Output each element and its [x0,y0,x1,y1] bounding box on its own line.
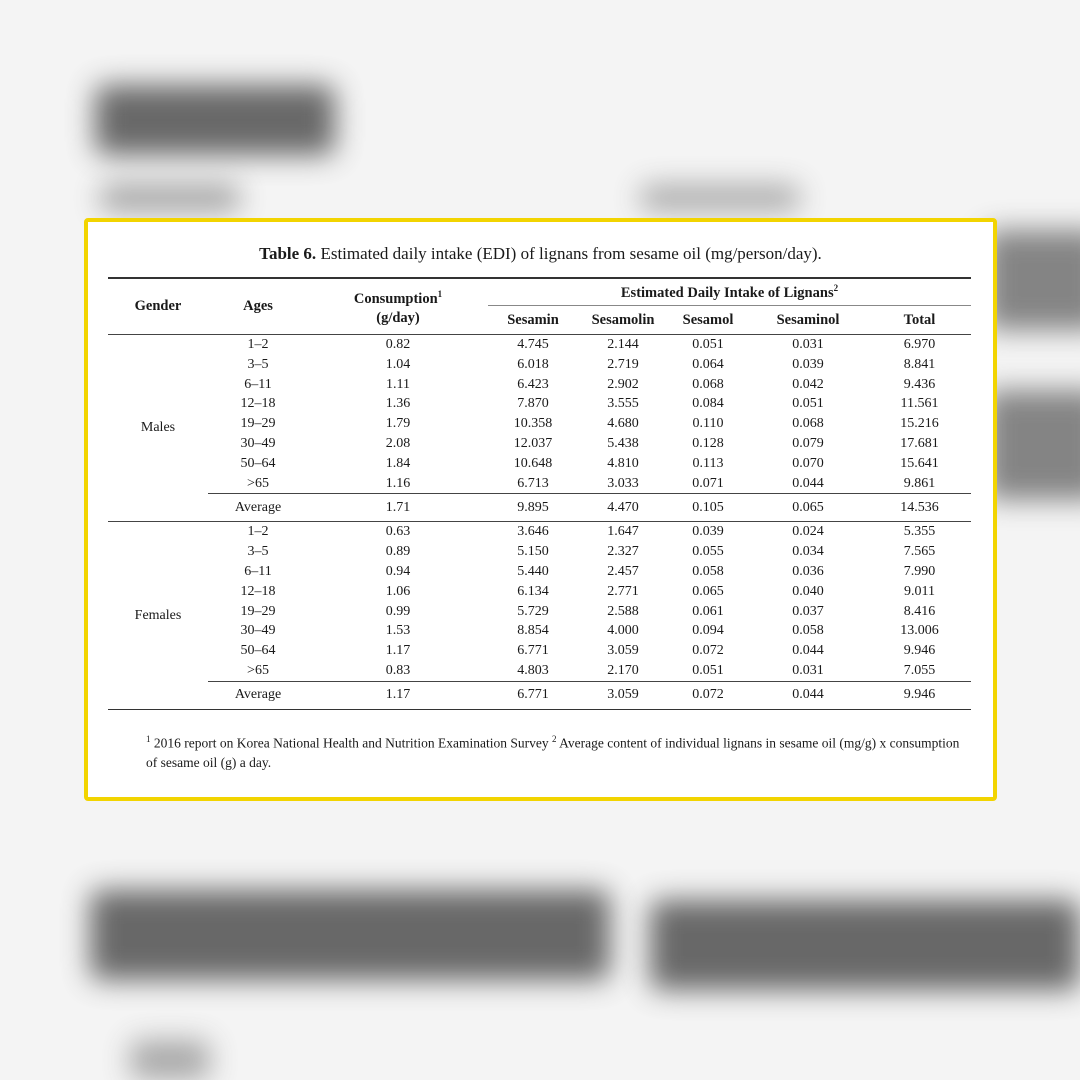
blurred-heading [95,85,335,155]
sesamin-cell: 4.745 [517,337,549,352]
table-body [108,335,971,710]
age-cell: 30–49 [240,623,276,639]
consumption-cell: 1.36 [385,396,411,412]
average-sesaminol-cell: 0.044 [748,681,868,709]
blurred-text [130,1040,210,1080]
sesaminol-cell: 0.044 [792,475,824,491]
sesaminol-cell: 0.079 [792,435,824,451]
consumption-cell: 1.06 [385,583,411,599]
age-cell: 1–2 [208,522,308,542]
table-row [108,355,971,375]
age-cell: 12–18 [240,583,276,599]
sesaminol-cell: 0.036 [792,563,824,579]
sesamolin-cell: 3.555 [607,396,639,412]
table-row [108,661,971,681]
consumption-cell: 0.94 [385,563,411,579]
caption-text: Estimated daily intake (EDI) of lignans from sesame oil (mg/person/day). [320,244,822,263]
sesamol-cell: 0.128 [692,435,724,451]
footnote-ref-2: 2 [833,282,839,293]
sesamin-cell: 6.423 [517,376,549,392]
consumption-cell: 0.63 [308,522,488,542]
total-cell: 8.841 [903,356,936,372]
footnote-text-1: 2016 report on Korea National Health and Nutrition Examination Survey [153,735,549,751]
sesamin-cell: 3.646 [488,522,578,542]
table-row [108,434,971,454]
age-cell: 3–5 [247,544,269,560]
consumption-cell: 1.04 [385,356,411,372]
sesamol-cell: 0.094 [692,623,724,639]
total-cell: 9.436 [903,376,936,392]
total-cell: 9.861 [903,475,936,491]
total-cell: 13.006 [900,623,939,639]
blurred-text [650,900,1080,990]
sesaminol-cell: 0.068 [792,416,824,432]
average-consumption-cell: 1.17 [308,681,488,709]
sesamin-cell: 6.134 [517,583,549,599]
sesaminol-cell: 0.039 [792,356,824,372]
blurred-text [640,185,800,211]
gender-cell: Females [108,522,208,709]
sesamol-cell: 0.051 [692,662,724,678]
sesamol-cell: 0.064 [692,356,724,372]
sesaminol-cell: 0.034 [792,544,824,560]
total-cell: 9.946 [903,643,936,659]
age-cell: 19–29 [240,416,276,432]
sesamolin-cell: 2.588 [607,603,639,619]
header-total: Total [868,306,971,335]
table-footnote [146,730,966,772]
header-edi [488,278,971,306]
sesamol-cell: 0.039 [668,522,748,542]
average-sesamol-cell: 0.105 [668,494,748,522]
header-consumption-label: Consumption [353,290,438,307]
total-cell: 17.681 [900,435,939,451]
age-cell: 50–64 [240,643,276,659]
consumption-cell: 1.11 [386,376,410,392]
average-label: Average [208,494,308,522]
sesamin-cell: 5.150 [517,544,549,560]
sesamin-cell: 4.803 [517,662,549,678]
header-consumption [308,278,488,335]
sesamolin-cell: 2.771 [607,583,639,599]
age-cell: 3–5 [247,356,269,372]
sesamin-cell: 6.713 [517,475,549,491]
sesamolin-cell: 2.457 [607,563,639,579]
total-cell: 8.416 [903,603,936,619]
sesaminol-cell: 0.044 [792,643,824,659]
sesaminol-cell: 0.051 [792,396,824,412]
header-gender: Gender [108,278,208,335]
average-row [108,494,971,522]
sesamol-cell: 0.061 [692,603,724,619]
average-sesaminol-cell: 0.065 [748,494,868,522]
sesamol-cell: 0.068 [692,376,724,392]
sesamol-cell: 0.065 [692,583,724,599]
consumption-cell: 1.53 [385,623,411,639]
sesamolin-cell: 3.059 [607,643,639,659]
sesamolin-cell: 4.680 [607,416,639,432]
sesamol-cell: 0.055 [692,544,724,560]
consumption-cell: 2.08 [385,435,411,451]
sesamolin-cell: 2.170 [607,662,639,678]
sesamolin-cell: 2.719 [607,356,639,372]
blurred-text [985,390,1080,500]
table-caption [88,244,993,264]
footnote-marker-1: 1 [146,734,151,744]
sesamin-cell: 5.729 [517,603,549,619]
table-row [108,621,971,641]
sesaminol-cell: 0.042 [792,376,824,392]
average-sesamolin-cell: 3.059 [578,681,668,709]
total-cell: 6.970 [903,337,936,352]
sesamin-cell: 6.018 [517,356,549,372]
blurred-text [90,890,610,980]
age-cell: 6–11 [244,563,272,579]
blurred-text [100,185,240,211]
sesamol-cell: 0.058 [692,563,724,579]
table-row [108,542,971,562]
consumption-cell: 0.89 [385,544,411,560]
average-sesamolin-cell: 4.470 [578,494,668,522]
age-cell: 6–11 [244,376,272,392]
footnote-marker-2: 2 [552,734,557,744]
table-row [108,602,971,622]
consumption-cell: 1.16 [385,475,411,491]
sesamolin-cell: 1.647 [578,522,668,542]
consumption-cell: 0.99 [385,603,411,619]
gender-cell: Males [140,420,176,436]
footnote-ref-1: 1 [437,289,443,300]
sesamolin-cell: 3.033 [607,475,639,491]
table-row [108,474,971,494]
sesamol-cell: 0.051 [692,337,724,352]
sesamol-cell: 0.072 [692,643,724,659]
header-ages: Ages [208,278,308,335]
caption-label: Table 6. [259,244,317,263]
header-consumption-unit: (g/day) [376,309,420,326]
consumption-cell: 0.82 [385,337,411,352]
table-row [108,641,971,661]
header-sesaminol: Sesaminol [748,306,868,335]
total-cell: 5.355 [868,522,971,542]
table-row [108,562,971,582]
age-cell: 12–18 [240,396,276,412]
age-cell: 30–49 [240,435,276,451]
total-cell: 7.565 [903,544,936,560]
sesamol-cell: 0.113 [692,455,724,471]
sesamolin-cell: 2.144 [607,337,639,352]
sesaminol-cell: 0.037 [792,603,824,619]
header-edi-label: Estimated Daily Intake of Lignans [620,284,834,301]
table-row [108,335,971,355]
consumption-cell: 1.17 [385,643,411,659]
sesamolin-cell: 2.902 [607,376,639,392]
age-cell: >65 [247,475,269,491]
age-cell: 1–2 [247,337,269,352]
table-row [108,582,971,602]
sesamin-cell: 7.870 [517,396,549,412]
average-sesamin-cell: 6.771 [488,681,578,709]
total-cell: 15.216 [900,416,939,432]
average-total-cell: 14.536 [868,494,971,522]
header-sesamolin: Sesamolin [578,306,668,335]
sesamolin-cell: 5.438 [607,435,639,451]
highlighted-table-card [84,218,997,801]
footnote-text-2: Average content of individual lignans in sesame oil (mg/g) x consumption of sesame oil (g) a day. [146,735,960,770]
sesamin-cell: 10.358 [513,416,553,432]
average-total-cell: 9.946 [868,681,971,709]
sesamin-cell: 12.037 [513,435,553,451]
sesaminol-cell: 0.058 [792,623,824,639]
sesamolin-cell: 2.327 [607,544,639,560]
sesamol-cell: 0.110 [692,416,724,432]
table-row [108,375,971,395]
total-cell: 9.011 [904,583,935,599]
lignan-intake-table [108,277,971,710]
sesamin-cell: 8.854 [517,623,549,639]
sesamolin-cell: 4.000 [607,623,639,639]
sesaminol-cell: 0.040 [792,583,824,599]
age-cell: >65 [247,662,269,678]
total-cell: 15.641 [900,455,939,471]
total-cell: 7.990 [903,563,936,579]
table-row [108,454,971,474]
table-row [108,394,971,414]
sesamol-cell: 0.084 [692,396,724,412]
sesamin-cell: 5.440 [517,563,549,579]
sesamin-cell: 6.771 [517,643,549,659]
sesaminol-cell: 0.070 [792,455,824,471]
header-sesamol: Sesamol [668,306,748,335]
average-row [108,681,971,709]
average-consumption-cell: 1.71 [308,494,488,522]
sesaminol-cell: 0.024 [748,522,868,542]
header-sesamin: Sesamin [488,306,578,335]
age-cell: 50–64 [240,455,276,471]
average-sesamol-cell: 0.072 [668,681,748,709]
sesamolin-cell: 4.810 [607,455,639,471]
table-row [108,522,971,542]
table-row [108,414,971,434]
total-cell: 11.561 [900,396,939,412]
sesaminol-cell: 0.031 [792,662,824,678]
consumption-cell: 1.79 [385,416,411,432]
average-label: Average [208,681,308,709]
age-cell: 19–29 [240,603,276,619]
sesamol-cell: 0.071 [692,475,724,491]
consumption-cell: 1.84 [385,455,411,471]
consumption-cell: 0.83 [385,662,411,678]
blurred-text [985,230,1080,330]
average-sesamin-cell: 9.895 [488,494,578,522]
sesaminol-cell: 0.031 [792,337,824,352]
total-cell: 7.055 [903,662,936,678]
sesamin-cell: 10.648 [513,455,553,471]
